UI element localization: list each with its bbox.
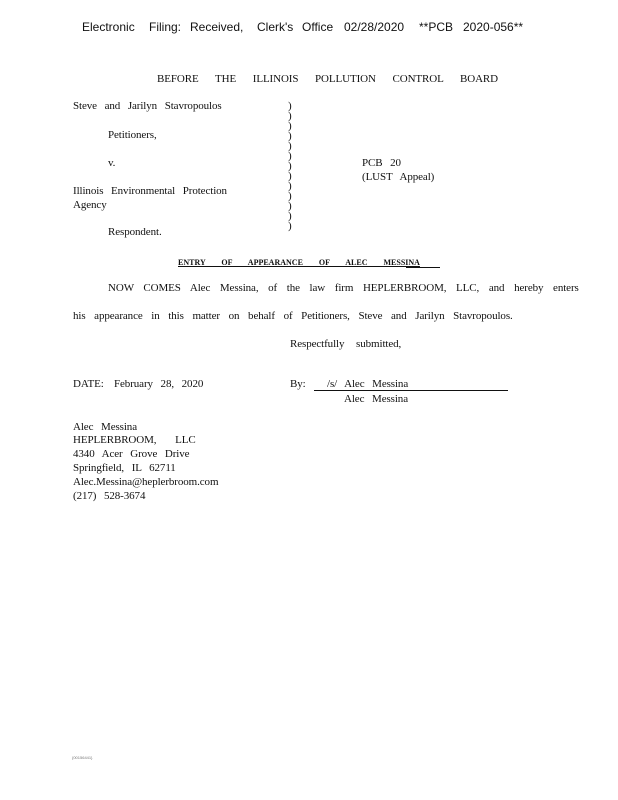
- body-line-2: his appearance in this matter on behalf of Petitioners, Steve and Jarilyn Stavropoulos.: [73, 310, 513, 322]
- heading-underline-extension: [406, 267, 440, 268]
- by-label: By:: [290, 378, 306, 390]
- respondent-name-line2: Agency: [73, 199, 107, 211]
- filing-stamp-electronic: Electronic: [82, 20, 135, 34]
- versus-label: v.: [108, 157, 116, 169]
- filing-stamp-date: 02/28/2020: [344, 20, 405, 34]
- body-line-1: NOW COMES Alec Messina, of the law firm HEPLERBROOM, LLC, and hereby enters: [108, 282, 579, 294]
- document-code: {00156441}: [72, 755, 93, 760]
- date-label: DATE:: [73, 378, 104, 390]
- filing-stamp-case-number: 2020-056**: [463, 20, 524, 34]
- petitioners-names: Steve and Jarilyn Stavropoulos: [73, 100, 222, 112]
- document-title: BEFORE THE ILLINOIS POLLUTION CONTROL BOARD: [157, 73, 498, 85]
- electronic-signature: /s/ Alec Messina: [327, 378, 409, 390]
- signature-line: [314, 390, 508, 391]
- contact-name: Alec Messina: [73, 421, 137, 433]
- filing-stamp-pcb: **PCB: [419, 20, 454, 34]
- contact-email[interactable]: Alec.Messina@heplerbroom.com: [73, 476, 219, 488]
- case-number: PCB 20: [362, 157, 401, 169]
- petitioners-label: Petitioners,: [108, 129, 157, 141]
- contact-firm: HEPLERBROOM, LLC: [73, 434, 196, 446]
- filing-stamp-received: Received,: [190, 20, 244, 34]
- filing-stamp-office: Office: [302, 20, 334, 34]
- closing-respectfully-submitted: Respectfully submitted,: [290, 338, 402, 350]
- contact-city: Springfield, IL 62711: [73, 462, 176, 474]
- entry-of-appearance-heading: ENTRY OF APPEARANCE OF ALEC MESSINA: [178, 258, 420, 267]
- date-value: February 28, 2020: [114, 378, 204, 390]
- case-type: (LUST Appeal): [362, 171, 435, 183]
- signer-printed-name: Alec Messina: [344, 393, 408, 405]
- respondent-label: Respondent.: [108, 226, 162, 238]
- filing-stamp-clerks: Clerk's: [257, 20, 294, 34]
- contact-street: 4340 Acer Grove Drive: [73, 448, 190, 460]
- filing-stamp-filing: Filing:: [149, 20, 182, 34]
- contact-phone: (217) 528-3674: [73, 490, 146, 502]
- caption-parentheses: ) ) ) ) ) ) ) ) ) ) ) ) ): [288, 100, 292, 232]
- respondent-name-line1: Illinois Environmental Protection: [73, 185, 227, 197]
